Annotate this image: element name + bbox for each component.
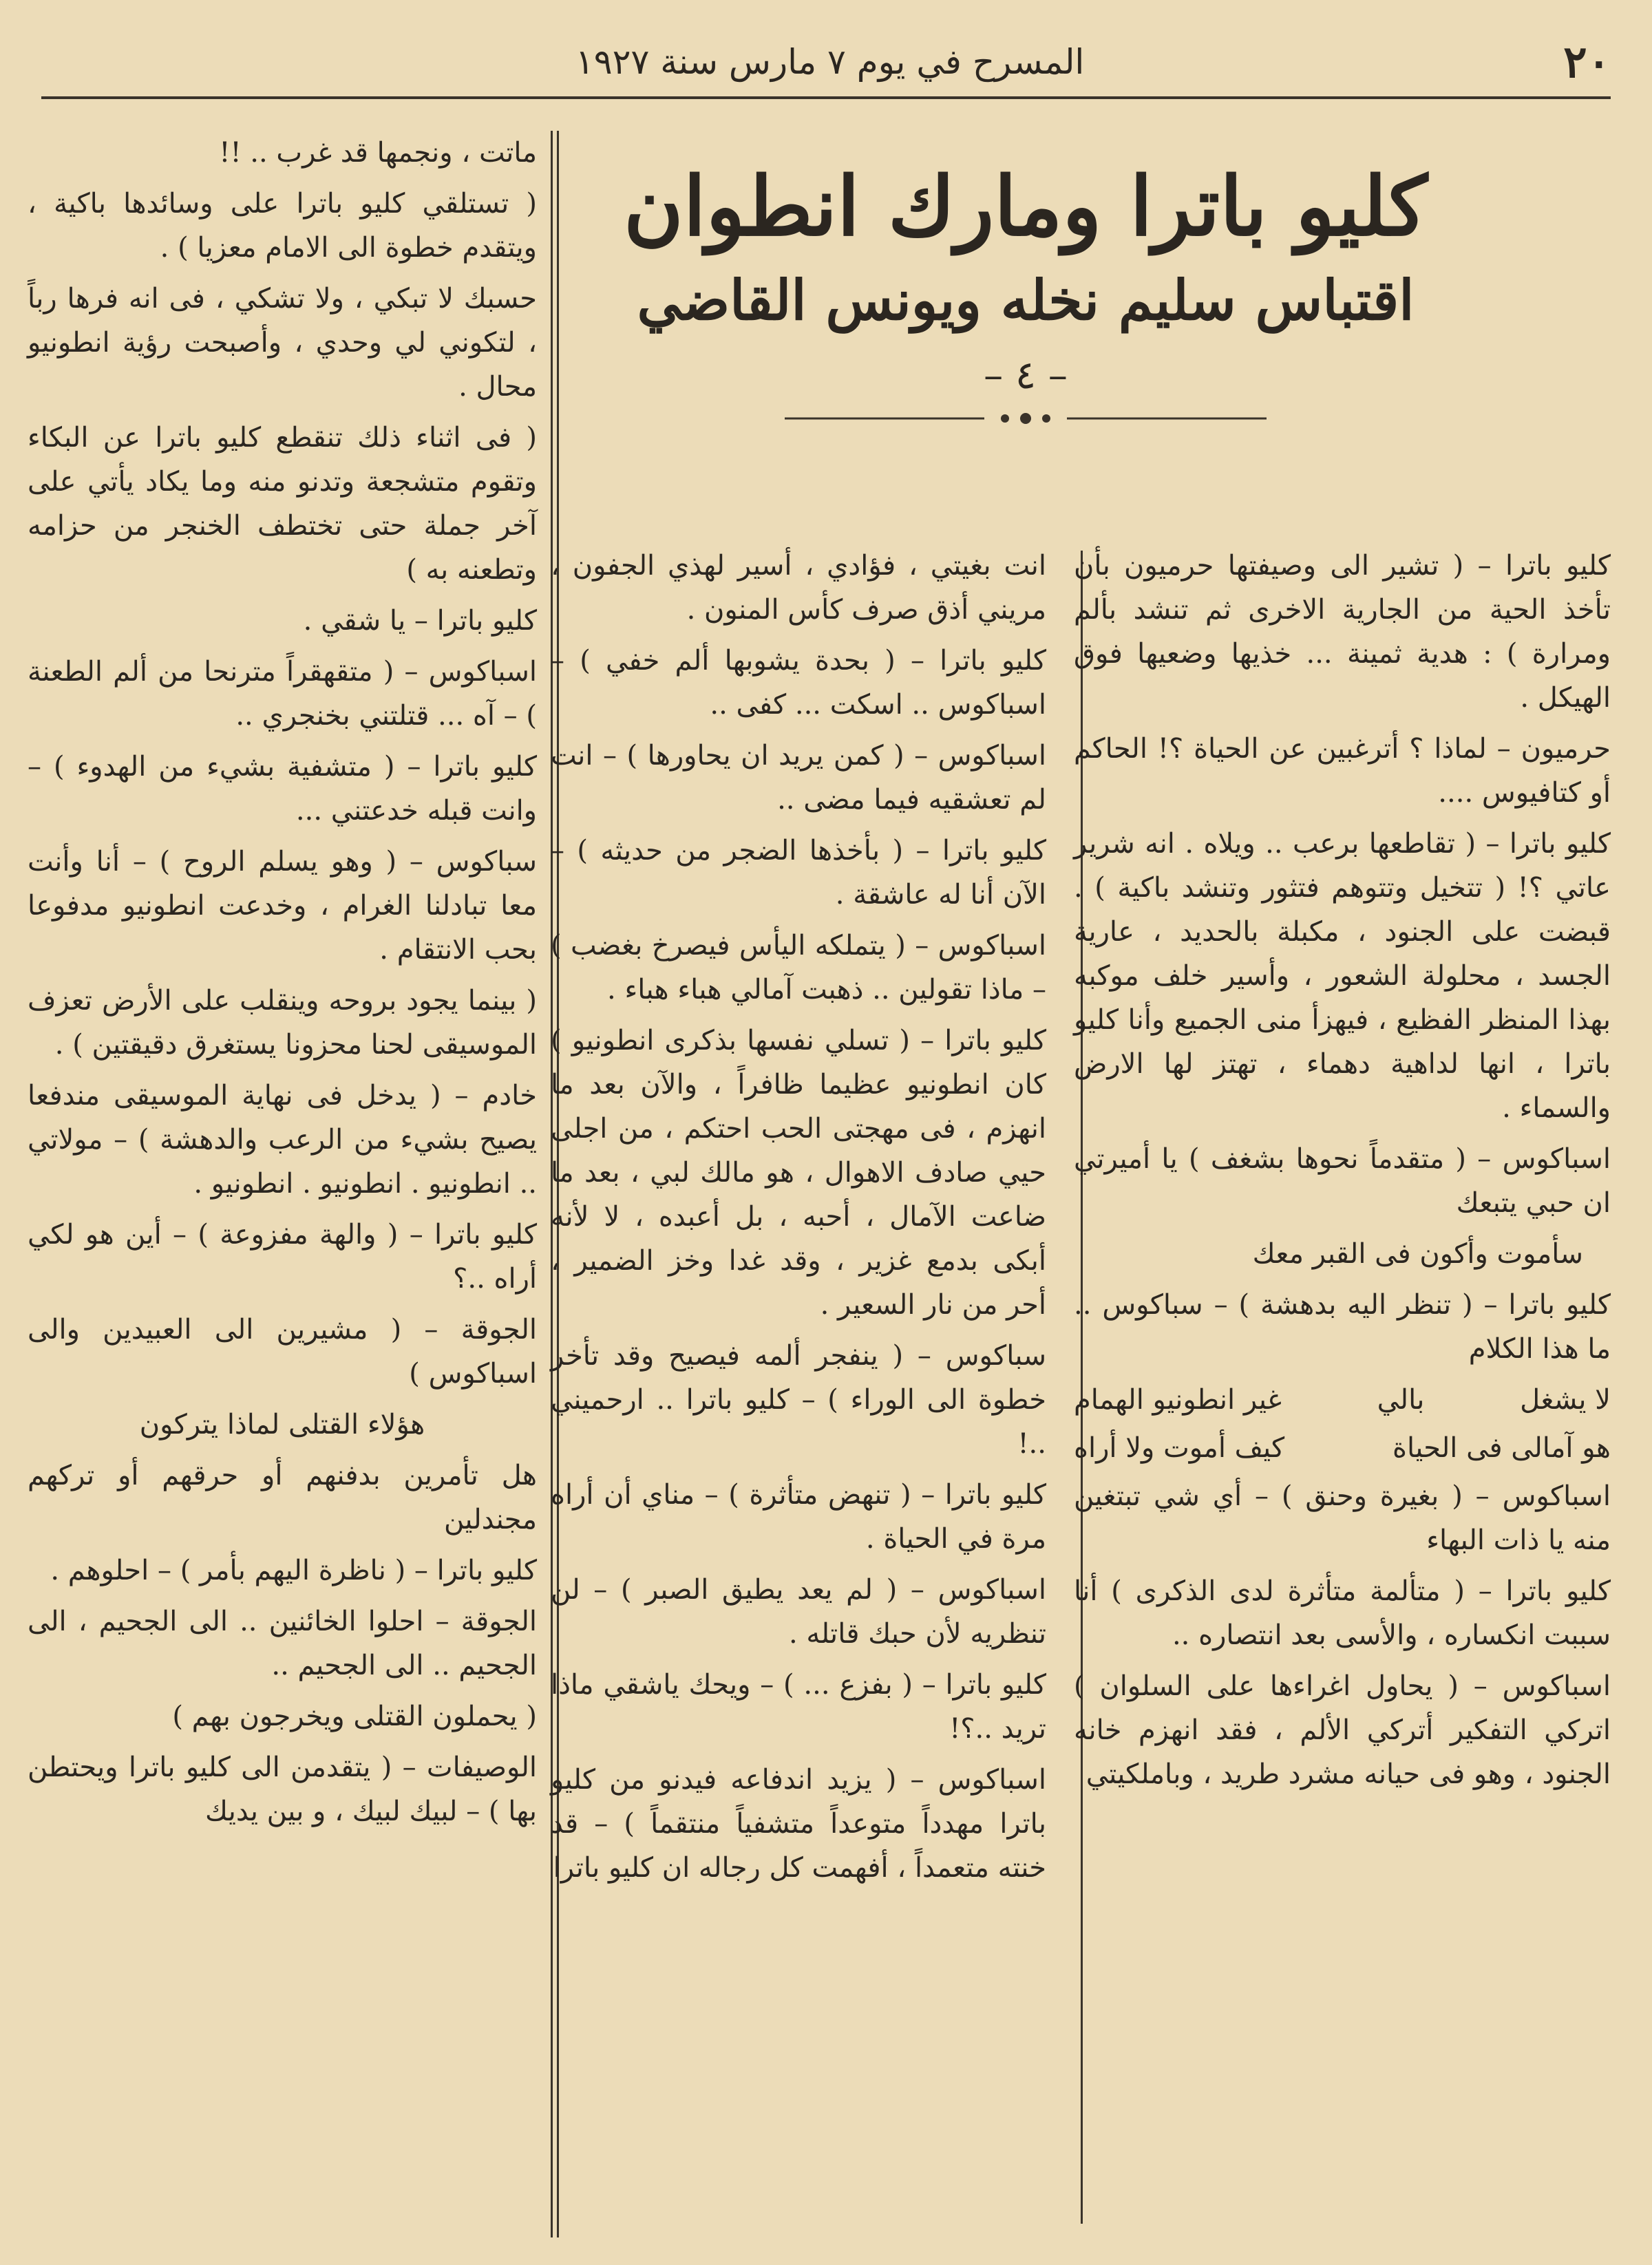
article-heading xyxy=(441,138,1611,432)
paragraph: كليو باترا – ( تنظر اليه بدهشة ) – سباكوس .. ما هذا الكلام xyxy=(1074,1289,1611,1365)
paragraph: كليو باترا – ( ناظرة اليهم بأمر ) – احلوهم . xyxy=(50,1555,537,1586)
paragraph: اسباكوس – ( كمن يريد ان يحاورها ) – انت لم تعشقيه فيما مضى .. xyxy=(551,740,1046,816)
verse-part: لا يشغل xyxy=(1520,1384,1611,1416)
page-header xyxy=(41,28,1611,99)
running-title: المسرح في يوم ٧ مارس سنة ١٩٢٧ xyxy=(575,42,1085,82)
paragraph: الجوقة – ( مشيرين الى العبيدين والى اسباكوس ) xyxy=(28,1314,537,1390)
paragraph: ( فى اثناء ذلك تنقطع كليو باترا عن البكاء وتقوم متشجعة وتدنو منه وما يكاد يأتي على آخر جملة حتى تختطف الخنجر من حزامه وتطعنه به ) xyxy=(28,422,537,586)
paragraph: سباكوس – ( ينفجر ألمه فيصيح وقد تأخر خطوة الى الوراء ) – كليو باترا .. ارحميني ..! xyxy=(551,1340,1046,1460)
paragraph: كليو باترا – ( تنهض متأثرة ) – مناي أن أراه مرة في الحياة . xyxy=(551,1479,1046,1555)
verse-line xyxy=(1074,1426,1611,1470)
paragraph: كليو باترا – ( بفزع ... ) – ويحك ياشقي ماذا تريد ..؟! xyxy=(551,1669,1046,1745)
paragraph: ماتت ، ونجمها قد غرب .. !! xyxy=(219,137,537,169)
paragraph: سأموت وأكون فى القبر معك xyxy=(1252,1238,1583,1270)
paragraph: كليو باترا – ( بحدة يشوبها ألم خفي ) – اسباكوس .. اسكت ... كفى .. xyxy=(551,645,1046,721)
article-title: كليو باترا ومارك انطوان xyxy=(624,158,1428,254)
page-number: ٢٠ xyxy=(1563,36,1611,88)
verse-part: غير انطونيو الهمام xyxy=(1074,1384,1282,1416)
paragraph: اسباكوس – ( متقهقراً مترنحا من ألم الطعنة ) – آه ... قتلتني بخنجري .. xyxy=(28,656,537,732)
paragraph: ( بينما يجود بروحه وينقلب على الأرض تعزف الموسيقى لحنا محزونا يستغرق دقيقتين ) . xyxy=(28,985,537,1061)
paragraph: حسبك لا تبكي ، ولا تشكي ، فى انه فرها رباً ، لتكوني لي وحدي ، وأصبحت رؤية انطونيو محال . xyxy=(28,283,537,403)
paragraph: هل تأمرين بدفنهم أو حرقهم أو تركهم مجندلين xyxy=(28,1460,537,1535)
paragraph: كليو باترا – ( والهة مفزوعة ) – أين هو لكي أراه ..؟ xyxy=(28,1219,537,1295)
ornament-divider-icon xyxy=(785,405,1267,432)
verse-part: هو آمالى فى الحياة xyxy=(1392,1432,1611,1464)
paragraph: كليو باترا – ( تشير الى وصيفتها حرميون بأن تأخذ الحية من الجارية الاخرى ثم تنشد بألم ومرارة ) : هدية ثمينة ... خذيها وضعيها فوق الهيكل . xyxy=(1074,550,1611,714)
paragraph: ( تستلقي كليو باترا على وسائدها باكية ، ويتقدم خطوة الى الامام معزيا ) . xyxy=(28,188,537,264)
paragraph: اسباكوس – ( لم يعد يطيق الصبر ) – لن تنظريه لأن حبك قاتله . xyxy=(551,1574,1046,1650)
paragraph: كليو باترا – ( بأخذها الضجر من حديثه ) – الآن أنا له عاشقة . xyxy=(551,835,1046,911)
paragraph: اسباكوس – ( يزيد اندفاعه فيدنو من كليو باترا مهدداً متوعداً متشفياً منتقماً ) – قد خنته متعمداً ، أفهمت كل رجاله ان كليو باترا xyxy=(551,1764,1046,1884)
verse-part: كيف أموت ولا أراه xyxy=(1074,1432,1285,1464)
paragraph: اسباكوس – ( متقدماً نحوها بشغف ) يا أميرتي ان حبي يتبعك xyxy=(1074,1143,1611,1219)
column-middle xyxy=(551,544,1046,2237)
paragraph: هؤلاء القتلى لماذا يتركون xyxy=(139,1409,425,1440)
column-right xyxy=(1074,544,1611,2237)
paragraph: الوصيفات – ( يتقدمن الى كليو باترا ويحتطن بها ) – لبيك لبيك ، و بين يديك xyxy=(28,1752,537,1827)
paragraph: كليو باترا – ( تقاطعها برعب .. ويلاه . انه شرير عاتي ؟! ( تتخيل وتتوهم فتثور وتنشد باكية ) . قبضت على الجنود ، مكبلة بالحديد ، عارية الجسد ، محلولة الشعور ، وأسير خلف موكبه بهذا المنظر الفظيع ، فيهزأ منى الجميع وأنا كليو باترا ، انها لداهية دهماء ، تهتز لها الارض والسماء . xyxy=(1074,828,1611,1124)
paragraph: سباكوس – ( وهو يسلم الروح ) – أنا وأنت معا تبادلنا الغرام ، وخدعت انطونيو مدفوعا بحب الانتقام . xyxy=(28,846,537,966)
paragraph: انت بغيتي ، فؤادي ، أسير لهذي الجفون ، مريني أذق صرف كأس المنون . xyxy=(551,550,1046,626)
paragraph: حرميون – لماذا ؟ أترغبين عن الحياة ؟! الحاكم أو كتافيوس .... xyxy=(1074,733,1611,809)
paragraph: اسباكوس – ( يتملكه اليأس فيصرخ بغضب ) – ماذا تقولين .. ذهبت آمالي هباء هباء . xyxy=(551,930,1046,1006)
paragraph: كليو باترا – ( متألمة متأثرة لدى الذكرى ) أنا سببت انكساره ، والأسى بعد انتصاره .. xyxy=(1074,1575,1611,1651)
paragraph: خادم – ( يدخل فى نهاية الموسيقى مندفعا يصيح بشيء من الرعب والدهشة ) – مولاتي .. انطونيو . انطونيو . انطونيو . xyxy=(28,1080,537,1200)
paragraph: اسباكوس – ( يحاول اغراءها على السلوان ) اتركي التفكير أتركي الألم ، فقد انهزم خانه الجنود ، وهو فى حيانه مشرد طريد ، وباملكيتي xyxy=(1074,1670,1611,1790)
paragraph: اسباكوس – ( بغيرة وحنق ) – أي شي تبتغين منه يا ذات البهاء xyxy=(1074,1480,1611,1556)
article-subtitle: اقتباس سليم نخله ويونس القاضي xyxy=(637,268,1415,332)
paragraph: كليو باترا – يا شقي . xyxy=(303,605,537,637)
part-number: – ٤ – xyxy=(984,353,1068,398)
paragraph: كليو باترا – ( تسلي نفسها بذكرى انطونيو ) كان انطونيو عظيما ظافراً ، والآن بعد ما انهزم ، فى مهجتى الحب احتكم ، من اجلى حيي صادف الاهوال ، هو مالك لبي ، بعد ما ضاعت الآمال ، أحبه ، بل أعبده ، لا لأنه أبكى بدمع غزير ، وقد غدا وخز الضمير ، أحر من نار السعير . xyxy=(551,1025,1046,1321)
verse-part: بالي xyxy=(1377,1384,1425,1416)
paragraph: ( يحملون القتلى ويخرجون بهم ) xyxy=(172,1701,537,1732)
verse-line xyxy=(1074,1378,1611,1422)
column-left xyxy=(28,131,537,2237)
paragraph: كليو باترا – ( متشفية بشيء من الهدوء ) – وانت قبله خدعتني ... xyxy=(28,751,537,827)
paragraph: الجوقة – احلوا الخائنين .. الى الجحيم ، الى الجحيم .. الى الجحيم .. xyxy=(28,1606,537,1681)
